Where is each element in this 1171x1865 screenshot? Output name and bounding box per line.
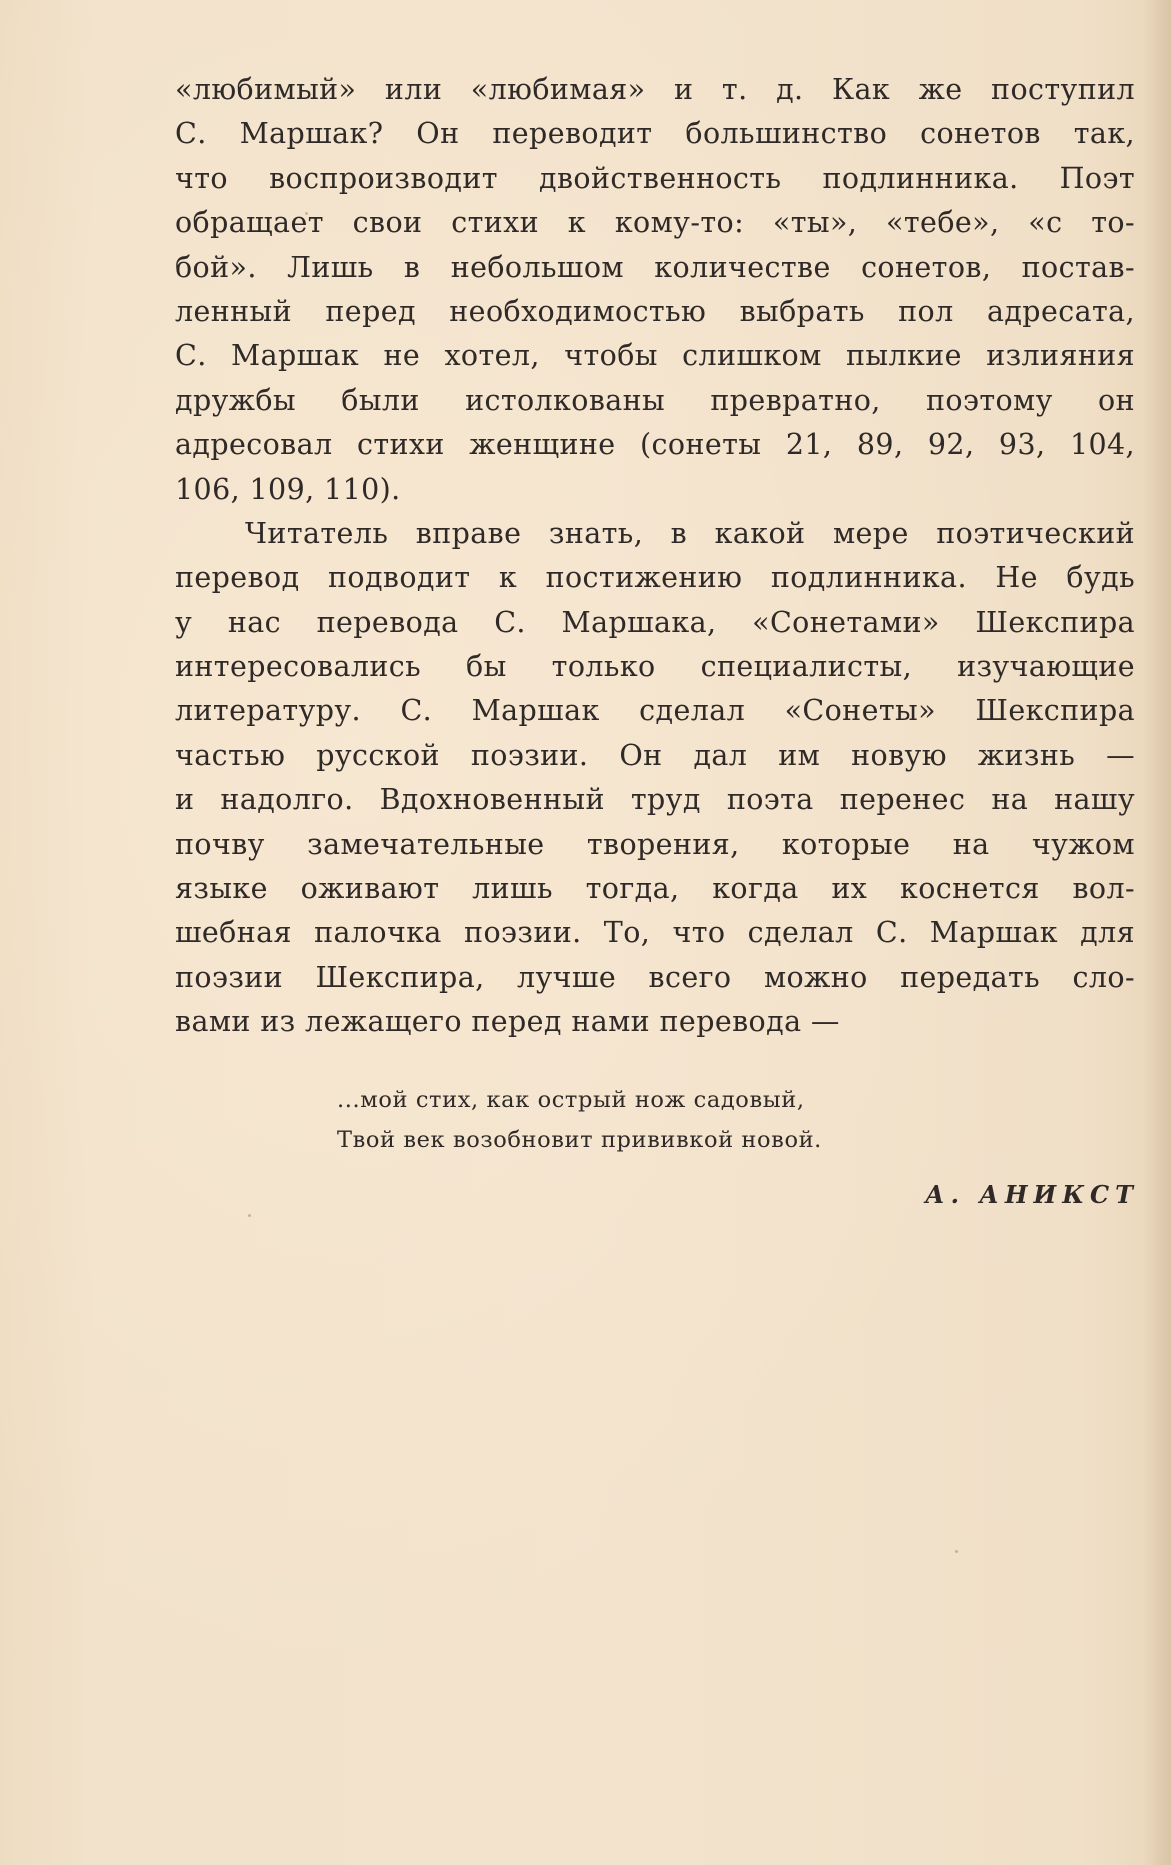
text-line: адресовал стихи женщине (сонеты 21, 89, 92, 93, 104, <box>175 428 1135 462</box>
paper-speck <box>955 1550 958 1553</box>
text-line: частью русской поэзии. Он дал им новую жизнь — <box>175 738 1135 772</box>
text-line: ленный перед необходимостью выбрать пол адресата, <box>175 294 1135 328</box>
text-line: бой». Лишь в небольшом количестве сонетов, постав- <box>175 250 1135 284</box>
text-line: поэзии Шекспира, лучше всего можно передать сло- <box>175 960 1135 994</box>
text-line: Читатель вправе знать, в какой мере поэтический <box>245 516 1135 550</box>
text-line: языке оживают лишь тогда, когда их коснется вол- <box>175 872 1135 906</box>
paragraph-1 <box>175 68 1135 512</box>
text-line: интересовались бы только специалисты, изучающие <box>175 650 1135 684</box>
paragraph-2 <box>175 512 1135 1045</box>
text-line: у нас перевода С. Маршака, «Сонетами» Шекспира <box>175 605 1135 639</box>
text-line: дружбы были истолкованы превратно, поэтому он <box>175 383 1135 417</box>
text-line: перевод подводит к постижению подлинника. Не будь <box>175 561 1135 595</box>
paper-speck <box>248 1214 251 1217</box>
text-line: обращает свои стихи к кому-то: «ты», «тебе», «с то- <box>175 206 1135 240</box>
text-line: почву замечательные творения, которые на чужом <box>175 827 1135 861</box>
text-line: «любимый» или «любимая» и т. д. Как же поступил <box>175 73 1135 106</box>
text-line: вами из лежащего перед нами перевода — <box>175 1005 840 1039</box>
text-line: 106, 109, 110). <box>175 472 401 506</box>
author-signature: А. АНИКСТ <box>925 1180 1139 1209</box>
text-line: шебная палочка поэзии. То, что сделал С. Маршак для <box>175 916 1135 950</box>
text-line: литературу. С. Маршак сделал «Сонеты» Шекспира <box>175 694 1135 728</box>
quote-line: Твой век возобновит прививкой новой. <box>337 1127 822 1153</box>
text-line: С. Маршак? Он переводит большинство сонетов так, <box>175 117 1135 151</box>
text-line: С. Маршак не хотел, чтобы слишком пылкие излияния <box>175 339 1135 373</box>
verse-quote <box>337 1080 822 1160</box>
quote-line: ...мой стих, как острый нож садовый, <box>337 1087 805 1113</box>
page-edge-shadow <box>1143 0 1171 1865</box>
text-line: что воспроизводит двойственность подлинника. Поэт <box>175 161 1135 195</box>
body-text <box>175 68 1135 1045</box>
text-line: и надолго. Вдохновенный труд поэта перенес на нашу <box>175 783 1135 817</box>
